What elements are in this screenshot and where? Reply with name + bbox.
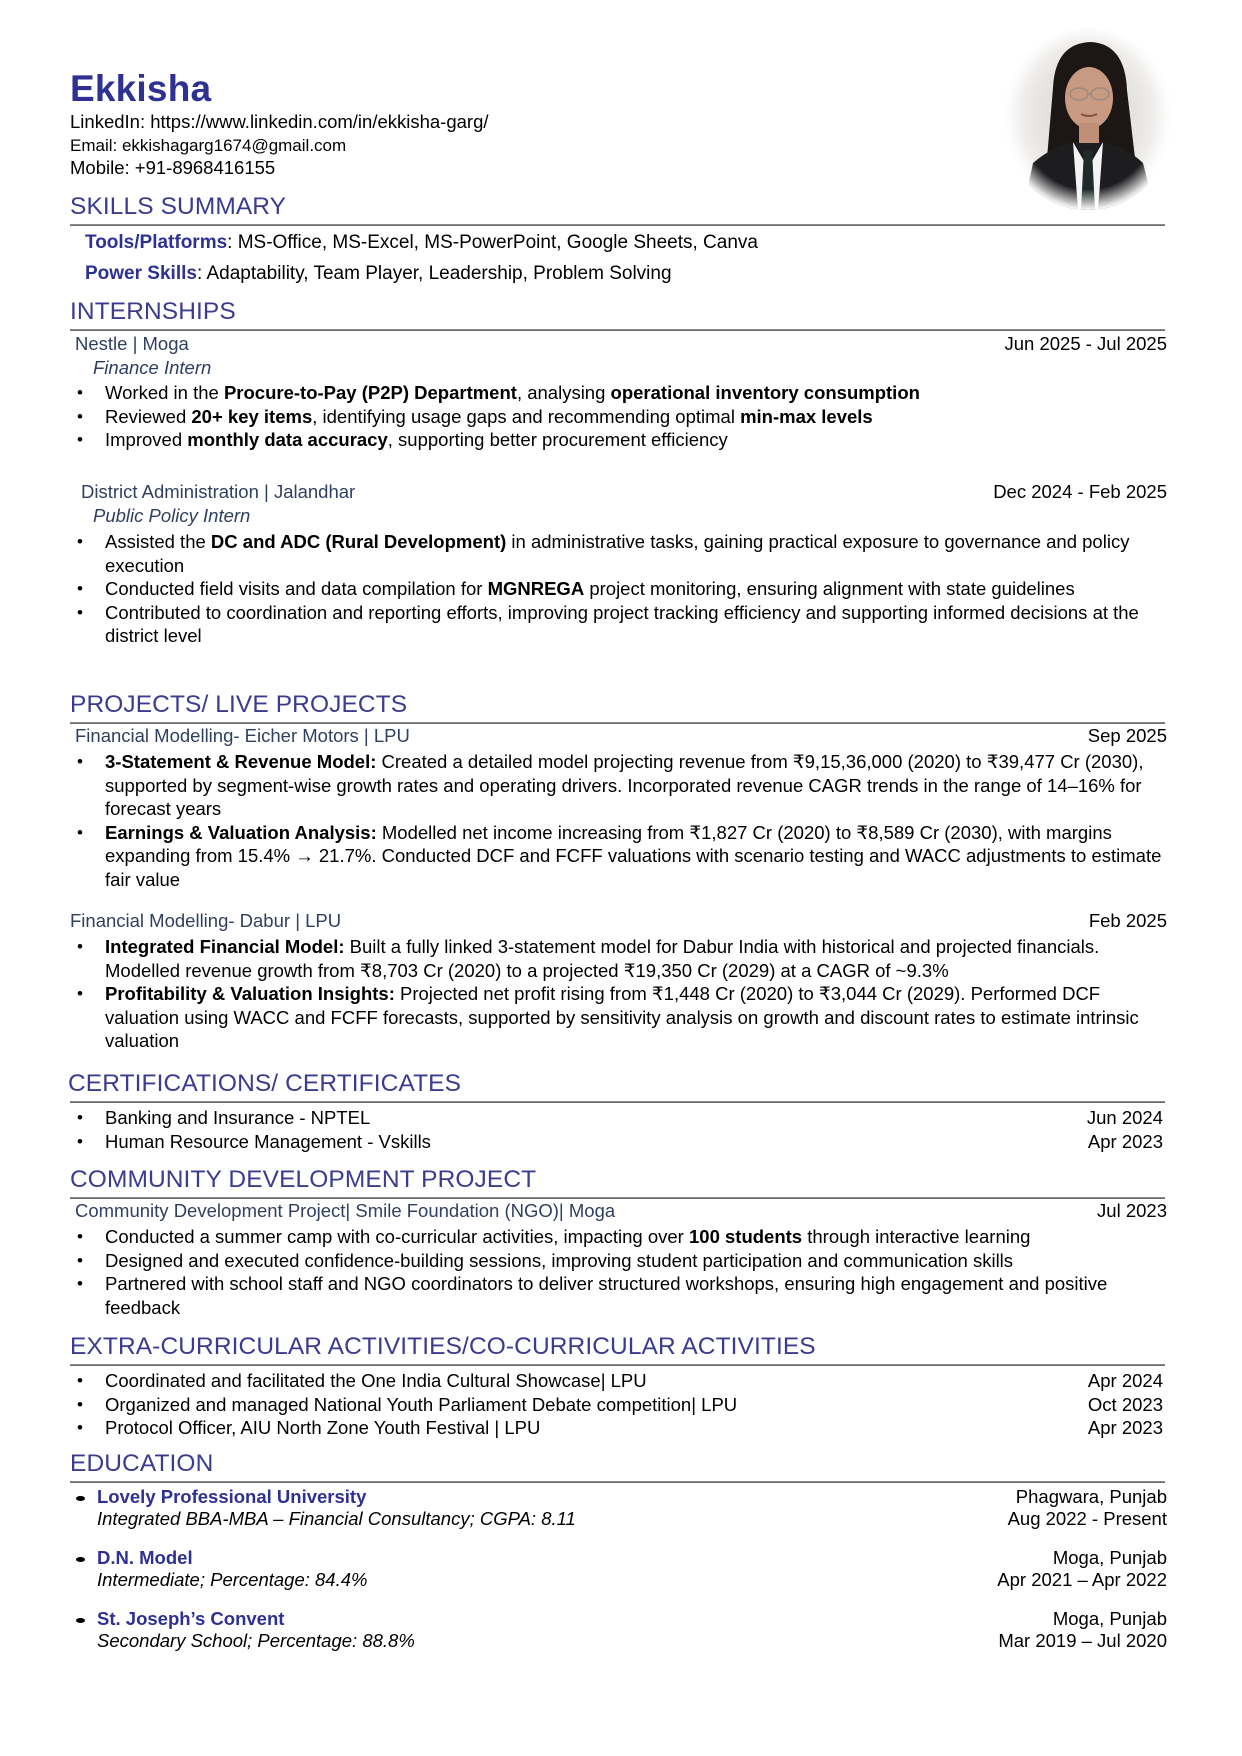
skill-label: Power Skills — [85, 263, 197, 284]
extracurricular-list — [70, 1369, 1167, 1440]
section-title-education: EDUCATION — [70, 1450, 214, 1477]
section-title-certifications: CERTIFICATIONS/ CERTIFICATES — [68, 1070, 462, 1097]
degree-text: Secondary School; Percentage: 88.8% — [97, 1630, 415, 1651]
skill-label: Tools/Platforms — [85, 232, 228, 253]
section-divider — [70, 1481, 1165, 1483]
bullet-icon — [76, 1557, 85, 1562]
section-title-internships: INTERNSHIPS — [70, 298, 236, 325]
section-divider — [70, 722, 1165, 724]
project-bullets — [70, 935, 1165, 1053]
school-location: Phagwara, Punjab — [1015, 1486, 1167, 1507]
email-link[interactable]: Email: ekkishagarg1674@gmail.com — [70, 136, 347, 155]
list-item: • Coordinated and facilitated the One India Cultural Showcase| LPU Apr 2024 — [70, 1369, 1167, 1393]
linkedin-link[interactable]: LinkedIn: https://www.linkedin.com/in/ekkisha-garg/ — [70, 111, 489, 132]
project-name: Financial Modelling- Dabur | LPU — [70, 910, 342, 931]
list-item: • Earnings & Valuation Analysis: Modelled net income increasing from ₹1,827 Cr (2020) to ₹8,589 Cr (2030), with margins expanding from 15.4% → 21.7%. Conducted DCF and FCFF valuations with scenario testing and WACC adjustments to estimate fair value — [70, 821, 1165, 892]
internship-header — [81, 481, 1167, 503]
internship-role: Finance Intern — [93, 357, 212, 378]
section-title-extracurricular: EXTRA-CURRICULAR ACTIVITIES/CO-CURRICULAR ACTIVITIES — [70, 1333, 816, 1360]
community-date: Jul 2023 — [1097, 1200, 1167, 1221]
candidate-name: Ekkisha — [70, 68, 212, 109]
cert-date: Apr 2023 — [1087, 1130, 1163, 1152]
internship-role: Public Policy Intern — [93, 505, 251, 526]
list-item: • 3-Statement & Revenue Model: Created a detailed model projecting revenue from ₹9,15,36,000 (2020) to ₹39,477 Cr (2030), supported by segment-wise growth rates and operating drivers. Incorporated revenue CAGR trends in the range of 14–16% for forecast years — [70, 750, 1165, 821]
list-item: • Conducted a summer camp with co-curricular activities, impacting over 100 students through interactive learning — [70, 1225, 1167, 1249]
project-header — [75, 725, 1167, 747]
internship-org: Nestle | Moga — [75, 333, 189, 354]
certification-list — [70, 1106, 1167, 1153]
project-name: Financial Modelling- Eicher Motors | LPU — [75, 725, 410, 746]
list-item: • Integrated Financial Model: Built a fully linked 3-statement model for Dabur India with historical and projected financials. Modelled revenue growth from ₹8,703 Cr (2020) to a projected ₹19,350 Cr (2029) at a CAGR of ~9.3% — [70, 935, 1165, 982]
section-divider — [70, 1197, 1165, 1199]
section-title-community: COMMUNITY DEVELOPMENT PROJECT — [70, 1166, 537, 1193]
internship-date: Dec 2024 - Feb 2025 — [993, 481, 1167, 502]
education-date: Apr 2021 – Apr 2022 — [997, 1569, 1167, 1590]
bullet-icon — [76, 1618, 85, 1623]
education-entry — [70, 1547, 1167, 1593]
education-date: Aug 2022 - Present — [1007, 1508, 1167, 1529]
list-item: • Reviewed 20+ key items, identifying usage gaps and recommending optimal min-max levels — [70, 405, 1170, 429]
skill-row-power — [85, 263, 672, 285]
section-title-projects: PROJECTS/ LIVE PROJECTS — [70, 691, 408, 718]
section-title-skills: SKILLS SUMMARY — [70, 193, 287, 220]
project-bullets — [70, 750, 1165, 891]
list-item: • Protocol Officer, AIU North Zone Youth Festival | LPU Apr 2023 — [70, 1416, 1167, 1440]
community-bullets — [70, 1225, 1167, 1319]
list-item: • Assisted the DC and ADC (Rural Development) in administrative tasks, gaining practical exposure to governance and policy execution — [70, 530, 1170, 577]
school-location: Moga, Punjab — [1052, 1608, 1167, 1629]
skill-value: : Adaptability, Team Player, Leadership, Problem Solving — [196, 263, 672, 284]
school-name: D.N. Model — [97, 1547, 193, 1568]
skill-row-tools — [85, 232, 758, 254]
education-entry — [70, 1608, 1167, 1654]
school-name: St. Joseph’s Convent — [97, 1608, 285, 1629]
education-date: Mar 2019 – Jul 2020 — [998, 1630, 1167, 1651]
mobile-number: Mobile: +91-8968416155 — [70, 157, 276, 178]
skill-value: : MS-Office, MS-Excel, MS-PowerPoint, Google Sheets, Canva — [227, 232, 758, 253]
activity-date: Apr 2023 — [1087, 1417, 1163, 1438]
section-divider — [70, 329, 1165, 331]
internship-org: District Administration | Jalandhar — [81, 481, 356, 502]
school-location: Moga, Punjab — [1052, 1547, 1167, 1568]
community-org: Community Development Project| Smile Foundation (NGO)| Moga — [75, 1200, 616, 1221]
internship-header — [75, 333, 1167, 355]
project-header — [70, 910, 1167, 932]
profile-photo — [1003, 28, 1173, 210]
school-name: Lovely Professional University — [97, 1486, 367, 1507]
list-item: • Banking and Insurance - NPTEL Jun 2024 — [70, 1106, 1167, 1130]
internship-date: Jun 2025 - Jul 2025 — [1004, 333, 1167, 354]
cert-date: Jun 2024 — [1086, 1107, 1163, 1128]
list-item: • Partnered with school staff and NGO coordinators to deliver structured workshops, ensuring high engagement and positive feedback — [70, 1272, 1167, 1319]
list-item: • Human Resource Management - Vskills Apr 2023 — [70, 1130, 1167, 1154]
community-header — [75, 1200, 1167, 1222]
degree-text: Intermediate; Percentage: 84.4% — [97, 1569, 368, 1590]
project-date: Sep 2025 — [1087, 725, 1167, 746]
activity-date: Oct 2023 — [1087, 1393, 1163, 1415]
internship-bullets — [70, 381, 1170, 452]
activity-date: Apr 2024 — [1087, 1370, 1163, 1391]
person-portrait-icon — [1003, 28, 1173, 210]
list-item: • Organized and managed National Youth Parliament Debate competition| LPU Oct 2023 — [70, 1393, 1167, 1417]
list-item: • Worked in the Procure-to-Pay (P2P) Department, analysing operational inventory consumption — [70, 381, 1170, 405]
section-divider — [70, 1101, 1165, 1103]
section-divider — [70, 224, 1165, 226]
list-item: • Designed and executed confidence-building sessions, improving student participation and communication skills — [70, 1249, 1167, 1273]
internship-bullets — [70, 530, 1170, 648]
project-date: Feb 2025 — [1088, 910, 1167, 931]
list-item: • Profitability & Valuation Insights: Projected net profit rising from ₹1,448 Cr (2020) to ₹3,044 Cr (2029). Performed DCF valuation using WACC and FCFF forecasts, supported by sensitivity analysis on growth and discount rates to estimate intrinsic valuation — [70, 982, 1165, 1053]
section-divider — [70, 1364, 1165, 1366]
list-item: • Contributed to coordination and reporting efforts, improving project tracking efficiency and supporting informed decisions at the district level — [70, 601, 1170, 648]
list-item: • Conducted field visits and data compilation for MGNREGA project monitoring, ensuring alignment with state guidelines — [70, 577, 1170, 601]
bullet-icon — [76, 1496, 85, 1501]
list-item: • Improved monthly data accuracy, supporting better procurement efficiency — [70, 428, 1170, 452]
education-entry — [70, 1486, 1167, 1532]
degree-text: Integrated BBA-MBA – Financial Consultancy; CGPA: 8.11 — [97, 1508, 576, 1529]
